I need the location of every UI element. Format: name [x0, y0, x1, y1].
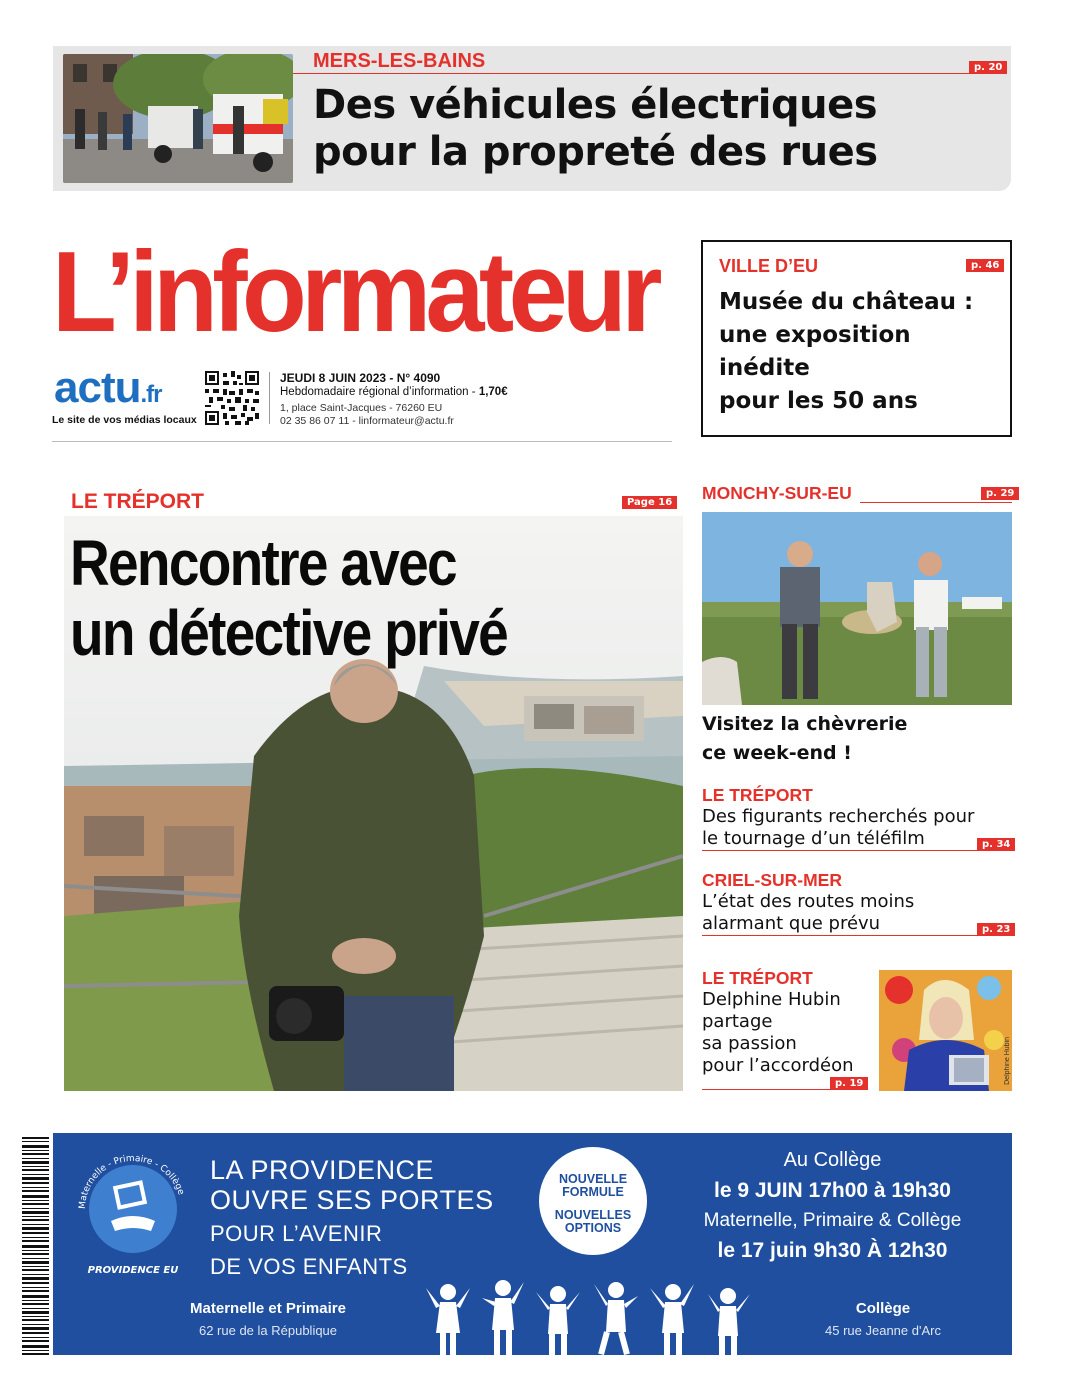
- ad-college-label: Au Collège: [783, 1149, 882, 1171]
- box-headline-line: Musée du château :: [719, 289, 974, 315]
- hubin-line: sa passion: [702, 1033, 797, 1054]
- address-line: 1, place Saint-Jacques - 76260 EU: [280, 402, 443, 414]
- main-headline-line-1: Rencontre avec: [70, 527, 456, 599]
- main-story-headline[interactable]: [70, 528, 586, 668]
- children-silhouettes-icon: [418, 1278, 758, 1355]
- actu-logo-text: actu: [54, 363, 141, 412]
- ad-open-day-2: le 17 juin 9h30 À 12h30: [717, 1239, 948, 1262]
- monchy-page-badge: p. 29: [981, 487, 1019, 500]
- badge-line: FORMULE: [562, 1185, 624, 1199]
- main-story-page-badge: Page 16: [622, 496, 677, 509]
- ad-address-right: 45 rue Jeanne d'Arc: [825, 1323, 941, 1338]
- street-cleaning-vehicles-photo: [63, 54, 293, 183]
- providence-logo-icon: [73, 1149, 193, 1279]
- criel-line-1: L’état des routes moins: [702, 891, 915, 912]
- criel-line-2: alarmant que prévu: [702, 913, 881, 934]
- ad-address-left: 62 rue de la République: [198, 1323, 338, 1338]
- photo-credit: Delphine Hubin: [1004, 1037, 1011, 1085]
- monchy-rule: [860, 502, 1012, 503]
- logo-arc-text: Maternelle - Primaire - Collège: [77, 1153, 186, 1210]
- newspaper-logo[interactable]: L’informateur: [52, 229, 657, 356]
- ad-title-line-2: OUVRE SES PORTES: [210, 1185, 494, 1215]
- masthead-rule: [52, 441, 672, 442]
- goat-farm-photo[interactable]: [702, 512, 1012, 705]
- box-teaser-headline: [719, 286, 1009, 418]
- monchy-headline[interactable]: [702, 710, 907, 768]
- hubin-line: partage: [702, 1011, 773, 1032]
- masthead-separator: [269, 372, 270, 424]
- box-teaser[interactable]: [701, 240, 1012, 437]
- actu-logo[interactable]: [54, 363, 162, 412]
- logo-name: PROVIDENCE EU: [87, 1265, 179, 1276]
- figurants-text[interactable]: [702, 806, 974, 850]
- new-formula-badge: [539, 1147, 647, 1255]
- figurants-page-badge: p. 34: [977, 838, 1015, 851]
- criel-page-badge: p. 23: [977, 923, 1015, 936]
- box-headline-line: pour les 50 ans: [719, 388, 918, 414]
- main-headline-line-2: un détective privé: [70, 597, 508, 669]
- ad-levels: Maternelle, Primaire & Collège: [703, 1210, 962, 1231]
- weekly-label: Hebdomadaire régional d’information -: [280, 386, 479, 398]
- qr-code-icon[interactable]: [205, 371, 259, 425]
- hubin-line: pour l’accordéon: [702, 1055, 854, 1076]
- accordion-player-photo[interactable]: [879, 970, 1012, 1091]
- top-headline-line-2: pour la propreté des rues: [313, 129, 878, 175]
- monchy-kicker: MONCHY-SUR-EU: [702, 483, 852, 503]
- box-teaser-kicker: VILLE D’EU: [719, 256, 819, 276]
- criel-text[interactable]: [702, 891, 914, 935]
- figurants-rule: [702, 850, 1012, 851]
- ad-title-line-1: LA PROVIDENCE: [210, 1155, 435, 1185]
- badge-line: NOUVELLE: [558, 1172, 628, 1186]
- monchy-headline-line-1: Visitez la chèvrerie: [702, 713, 908, 735]
- criel-kicker: CRIEL-SUR-MER: [702, 870, 842, 890]
- top-headline-line-1: Des véhicules électriques: [313, 82, 878, 128]
- providence-advertisement[interactable]: [53, 1133, 1012, 1355]
- figurants-line-2: le tournage d’un téléfilm: [702, 828, 925, 849]
- ad-title-line-3: POUR L’AVENIR: [210, 1221, 383, 1246]
- box-headline-line: inédite: [719, 355, 810, 381]
- hubin-text[interactable]: [702, 989, 854, 1077]
- badge-line: OPTIONS: [564, 1221, 622, 1235]
- figurants-line-1: Des figurants recherchés pour: [702, 806, 975, 827]
- top-teaser-headline[interactable]: [313, 82, 993, 176]
- ad-address-right-title: Collège: [855, 1300, 911, 1317]
- top-teaser-rule: [293, 73, 1001, 74]
- weekly-line: [280, 386, 508, 398]
- top-teaser[interactable]: [53, 46, 1011, 191]
- box-headline-line: une exposition: [719, 322, 911, 348]
- ad-open-day-1: le 9 JUIN 17h00 à 19h30: [714, 1179, 951, 1202]
- top-teaser-page-badge: p. 20: [969, 61, 1007, 74]
- hubin-page-badge: p. 19: [830, 1077, 868, 1090]
- main-story-kicker: LE TRÉPORT: [71, 490, 205, 513]
- issue-date-number: JEUDI 8 JUIN 2023 - N° 4090: [280, 371, 441, 385]
- actu-tagline: Le site de vos médias locaux: [52, 414, 197, 426]
- top-teaser-kicker: MERS-LES-BAINS: [313, 50, 486, 72]
- ad-title-line-4: DE VOS ENFANTS: [210, 1254, 408, 1279]
- price: 1,70€: [478, 386, 508, 398]
- criel-rule: [702, 935, 1012, 936]
- ad-address-left-title: Maternelle et Primaire: [190, 1300, 346, 1317]
- monchy-headline-line-2: ce week-end !: [702, 742, 852, 764]
- box-teaser-page-badge: p. 46: [966, 259, 1004, 272]
- figurants-kicker: LE TRÉPORT: [702, 785, 813, 805]
- hubin-kicker: LE TRÉPORT: [702, 968, 813, 988]
- actu-logo-suffix: .fr: [140, 381, 162, 408]
- contact-line[interactable]: 02 35 86 07 11 - linformateur@actu.fr: [280, 415, 454, 427]
- badge-line: NOUVELLES: [554, 1208, 632, 1222]
- hubin-line: Delphine Hubin: [702, 989, 841, 1010]
- barcode-icon: [22, 1137, 49, 1355]
